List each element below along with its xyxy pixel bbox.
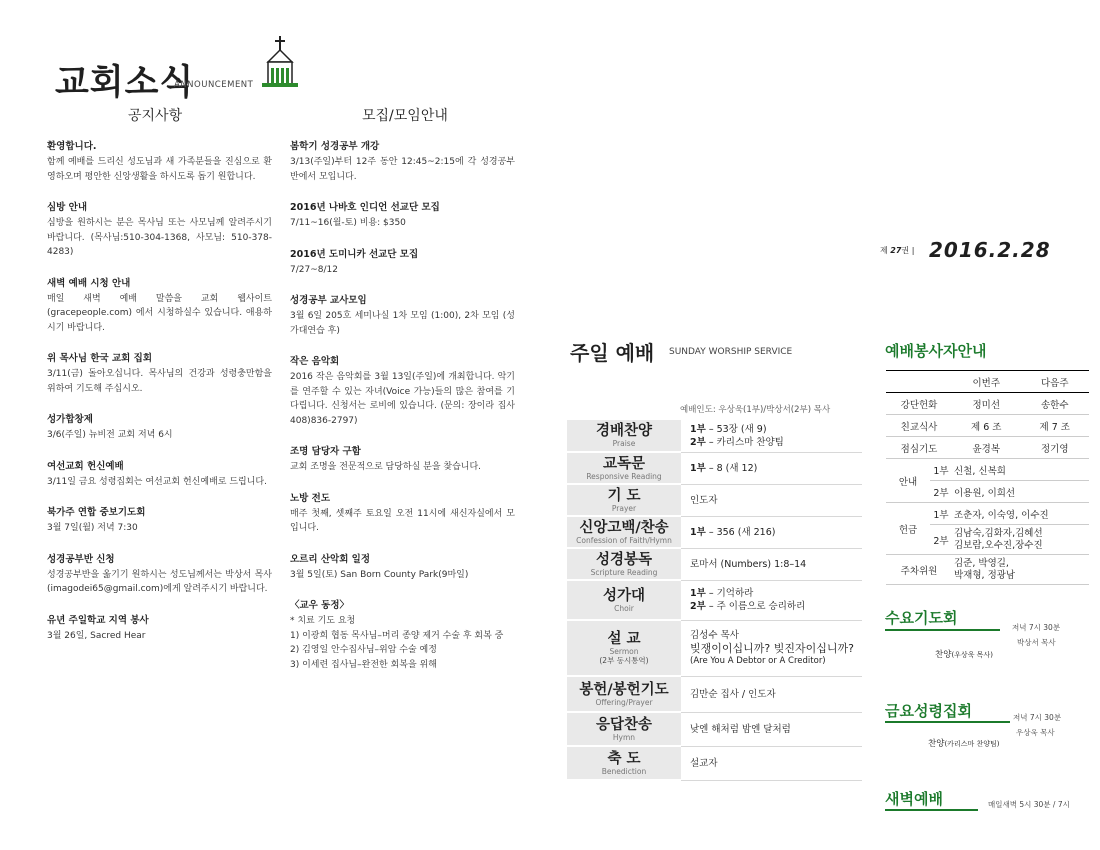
notice-item — [47, 275, 272, 336]
notice-body: 3/11(금) 돌아오십니다. 목사님의 건강과 성령충만함을 위하여 기도해 주십시오. — [47, 369, 272, 394]
wednesday-prayer-title: 수요기도회 — [885, 609, 958, 627]
recruit-item — [290, 353, 515, 428]
praise-team: (카리스마 찬양팀) — [944, 740, 1000, 748]
worship-detail-line: – 356 (새 216) — [705, 526, 776, 538]
title-underline — [885, 629, 1000, 631]
worship-title: 주일 예배 — [570, 341, 655, 365]
service-label: 1부 — [690, 462, 706, 474]
notice-body: 성경공부반을 옮기기 원하시는 성도님께서는 박상서 목사(imagodei65@gmail.com)에게 알려주시기 바랍니다. — [47, 569, 272, 594]
volunteer-next-week: 정기영 — [1021, 437, 1090, 459]
service-label: 2부 — [690, 436, 706, 448]
recruit-title: 봄학기 성경공부 개강 — [290, 141, 380, 152]
interpretation-note: (2부 동시통역) — [599, 656, 649, 665]
worship-order-table — [567, 420, 862, 781]
notice-item — [47, 612, 272, 644]
worship-item — [567, 452, 681, 484]
volunteer-row — [886, 437, 1089, 459]
worship-row — [567, 420, 862, 452]
worship-item — [567, 548, 681, 580]
parking-row — [886, 555, 1089, 585]
worship-item-ko: 신앙고백/찬송 — [579, 519, 669, 536]
worship-item-ko: 성경봉독 — [595, 551, 653, 568]
notice-title: 새벽 예배 시청 안내 — [47, 277, 131, 289]
worship-item-ko: 봉헌/봉헌기도 — [579, 681, 669, 698]
dawn-worship-title: 새벽예배 — [885, 790, 943, 808]
volunteer-names: 신철, 신복희 — [952, 459, 1089, 481]
worship-row — [567, 548, 862, 580]
service-label: 2부 — [690, 601, 706, 612]
worship-detail — [681, 452, 862, 484]
notice-body: 3월 7일(월) 저녁 7:30 — [47, 523, 138, 533]
recruit-body: 2016 작은 음악회를 3월 13일(주일)에 개최합니다. 악기를 연주할 수 있는 자녀(Voice 가능)들의 많은 참여를 기다립니다. 신청서는 로비에 있습니다. (문의: 장이라 집사 408)836-2797) — [290, 372, 515, 426]
names-line: 김보람,오수진,장수진 — [954, 539, 1043, 551]
worship-row — [567, 580, 862, 620]
worship-title-en: SUNDAY WORSHIP SERVICE — [669, 347, 793, 357]
volunteer-this-week: 제 6 조 — [952, 415, 1021, 437]
notice-item — [47, 138, 272, 184]
worship-item — [567, 484, 681, 516]
recruit-title: 2016년 나바호 인디언 선교단 모집 — [290, 202, 440, 213]
recruit-title: 작은 음악회 — [290, 356, 340, 367]
worship-leader: 예배인도: 우상욱(1부)/박상서(2부) 목사 — [680, 405, 831, 415]
recruit-title: 노방 전도 — [290, 492, 331, 504]
worship-row — [567, 516, 862, 548]
volunteer-role: 주차위원 — [886, 555, 952, 585]
recruit-item — [290, 443, 515, 475]
recruit-title: 성경공부 교사모임 — [290, 295, 367, 306]
notice-item — [47, 199, 272, 260]
worship-item-ko: 교독문 — [602, 455, 646, 472]
worship-item — [567, 712, 681, 746]
worship-item-en: Hymn — [612, 732, 636, 742]
notice-title: 환영합니다. — [47, 141, 97, 152]
worship-item-ko: 경배찬양 — [595, 423, 653, 439]
recruit-body: 매주 첫째, 셋째주 토요일 오전 11시에 새신자실에서 모입니다. — [290, 508, 515, 533]
meeting-time: 저녁 7시 30분 — [1012, 623, 1061, 632]
worship-detail: 낮엔 해처럼 밤엔 달처럼 — [681, 712, 862, 746]
service-label: 1부 — [930, 459, 952, 481]
worship-item — [567, 580, 681, 620]
service-label: 1부 — [690, 526, 706, 538]
worship-item-ko: 응답찬송 — [595, 716, 653, 733]
volunteer-names: 조춘자, 이숙영, 이수진 — [952, 503, 1089, 525]
next-week-header: 다음주 — [1021, 371, 1090, 393]
praise-label: 찬양 — [935, 650, 952, 660]
recruit-body: * 치료 기도 요청 1) 이광희 협동 목사님–머리 종양 제거 수술 후 회복 중 2) 김영일 안수집사님–위암 수술 예정 3) 이세련 집사님–완전한 회복을 위해 — [290, 616, 504, 670]
recruit-title: 오르리 산악회 일정 — [290, 553, 371, 565]
volunteers-title: 예배봉사자안내 — [885, 342, 987, 360]
notice-body: 심방을 원하시는 분은 목사님 또는 사모님께 알려주시기 바랍니다. (목사님:510-304-1368, 사모님: 510-378-4283) — [47, 218, 272, 257]
notice-item — [47, 458, 272, 490]
worship-item-en: Responsive Reading — [586, 471, 662, 481]
names-line: 김준, 박영길, — [954, 557, 1009, 569]
notices-column — [47, 138, 272, 658]
worship-item — [567, 620, 681, 676]
issue-date: 2016.2.28 — [929, 238, 1051, 262]
worship-item-en: Scripture Reading — [590, 567, 658, 577]
volunteer-role: 친교식사 — [886, 415, 952, 437]
offering-row — [886, 503, 1089, 525]
recruit-body: 3월 5일(토) San Born County Park(9마일) — [290, 569, 469, 580]
recruit-body: 3/13(주일)부터 12주 동안 12:45~2:15에 각 성경공부반에서 모입니다. — [290, 157, 515, 182]
worship-item-en: Praise — [612, 439, 636, 448]
recruits-column — [290, 138, 515, 687]
service-label: 2부 — [930, 525, 952, 555]
volunteer-next-week: 송한수 — [1021, 393, 1090, 415]
volunteer-row — [886, 415, 1089, 437]
service-label: 1부 — [930, 503, 952, 525]
volunteers-table — [886, 370, 1089, 585]
meeting-leader: 박상서 목사 — [1017, 638, 1056, 647]
worship-item-ko: 설 교 — [607, 631, 641, 647]
worship-item-ko: 축 도 — [607, 750, 641, 767]
notice-title: 여선교회 헌신예배 — [47, 460, 124, 472]
notice-item — [47, 350, 272, 396]
notice-body: 3/11일 금요 성령집회는 여선교회 헌신예배로 드립니다. — [47, 476, 267, 487]
worship-detail: 김만순 집사 / 인도자 — [681, 676, 862, 712]
notice-body: 3월 26일, Sacred Hear — [47, 630, 146, 641]
worship-item — [567, 676, 681, 712]
recruit-body: 7/11~16(월-토) 비용: $350 — [290, 218, 406, 228]
volunteer-this-week: 윤경복 — [952, 437, 1021, 459]
notice-title: 성경공부반 신청 — [47, 553, 115, 565]
recruits-heading: 모집/모임안내 — [362, 108, 448, 124]
volunteer-names: 이용원, 이희선 — [952, 481, 1089, 503]
volunteer-names — [952, 525, 1089, 555]
recruit-item — [290, 551, 515, 583]
sermon-title-en: (Are You A Debtor or A Creditor) — [690, 655, 826, 666]
worship-item-en: Prayer — [611, 503, 637, 513]
notice-item — [47, 551, 272, 597]
volunteers-header-row — [886, 371, 1089, 393]
volume-number: 27 — [890, 246, 902, 255]
worship-item — [567, 420, 681, 452]
notice-body: 매일 새벽 예배 말씀을 교회 웹사이트(gracepeople.com) 에서 시청하실수 있습니다. 애용하시기 바랍니다. — [47, 293, 272, 333]
worship-detail — [681, 580, 862, 620]
worship-item-ko: 성가대 — [602, 587, 646, 604]
volunteer-role: 강단헌화 — [886, 393, 952, 415]
church-icon — [260, 36, 300, 88]
meeting-leader: 우상욱 목사 — [1016, 728, 1055, 737]
worship-item-en: Benediction — [601, 766, 647, 776]
recruit-body: 교회 조명을 전문적으로 담당하실 분을 찾습니다. — [290, 462, 482, 472]
notice-body: 3/6(주일) 뉴비전 교회 저녁 6시 — [47, 430, 173, 440]
meeting-praise — [928, 737, 999, 749]
page-title: 교회소식 — [55, 63, 195, 103]
worship-detail — [681, 420, 862, 452]
worship-row — [567, 452, 862, 484]
worship-row-sermon — [567, 620, 862, 676]
service-label: 2부 — [930, 481, 952, 503]
title-underline — [885, 721, 1010, 723]
worship-detail — [681, 516, 862, 548]
recruit-item — [290, 199, 515, 231]
volunteer-role: 안내 — [886, 459, 930, 503]
recruit-item — [290, 597, 515, 672]
worship-item — [567, 516, 681, 548]
volume-prefix: 제 — [880, 246, 888, 255]
notice-title: 유년 주일학교 지역 봉사 — [47, 614, 149, 626]
worship-detail-line: – 8 (새 12) — [705, 462, 758, 474]
recruit-item — [290, 490, 515, 536]
service-label: 1부 — [690, 423, 706, 435]
volunteer-role: 점심기도 — [886, 437, 952, 459]
volume-suffix: 권 — [901, 246, 910, 255]
names-line: 김남숙,김화자,김혜선 — [954, 527, 1043, 539]
this-week-header: 이번주 — [952, 371, 1021, 393]
worship-detail-line: – 기억하라 — [705, 588, 754, 599]
recruit-body: 7/27~8/12 — [290, 264, 338, 275]
notice-item — [47, 504, 272, 536]
empty-cell — [886, 371, 952, 393]
worship-detail-line: – 카리스마 찬양팀 — [705, 436, 784, 448]
notice-title: 북가주 연합 중보기도회 — [47, 507, 146, 518]
notice-body: 함께 예배를 드리신 성도님과 새 가족분들을 진심으로 환영하오며 평안한 신앙생활을 하시도록 돕기 원합니다. — [47, 157, 272, 182]
meeting-time: 매일새벽 5시 30분 / 7시 — [988, 800, 1070, 809]
praise-label: 찬양 — [928, 739, 945, 749]
friday-spirit-title: 금요성령집회 — [885, 702, 972, 720]
volunteer-next-week: 제 7 조 — [1021, 415, 1090, 437]
worship-row — [567, 746, 862, 780]
recruit-item — [290, 246, 515, 278]
worship-item-en: Offering/Prayer — [595, 697, 653, 707]
worship-item-en: Confession of Faith/Hymn — [576, 535, 672, 545]
recruit-title: 조명 담당자 구함 — [290, 446, 361, 457]
recruit-title: 〈교우 동정〉 — [290, 600, 350, 611]
worship-detail-line: – 53장 (새 9) — [705, 423, 767, 435]
page-title-en: ANNOUNCEMENT — [174, 80, 254, 90]
notices-heading: 공지사항 — [128, 108, 183, 124]
meeting-time: 저녁 7시 30분 — [1013, 713, 1062, 722]
worship-detail: 인도자 — [681, 484, 862, 516]
service-label: 1부 — [690, 588, 706, 599]
sermon-title: 빚쟁이이십니까? 빚진자이십니까? — [690, 641, 854, 655]
title-underline — [885, 809, 978, 811]
issue-volume: 제 27권 | — [880, 246, 915, 255]
sermon-detail — [681, 620, 862, 676]
worship-item-en: Sermon — [609, 647, 639, 656]
recruit-body: 3월 6일 205호 세미나실 1차 모임 (1:00), 2차 모임 (성가대연습 후) — [290, 311, 515, 336]
usher-row — [886, 459, 1089, 481]
preacher: 김성수 목사 — [690, 629, 739, 641]
worship-item-ko: 기 도 — [607, 487, 641, 504]
volunteer-this-week: 정미선 — [952, 393, 1021, 415]
praise-team: (우상욱 목사) — [951, 651, 993, 659]
worship-row — [567, 484, 862, 516]
recruit-title: 2016년 도미니카 선교단 모집 — [290, 248, 419, 260]
worship-item — [567, 746, 681, 780]
notice-title: 위 목사님 한국 교회 집회 — [47, 353, 152, 364]
worship-detail-line: – 주 이름으로 승리하리 — [705, 601, 806, 612]
volunteer-row — [886, 393, 1089, 415]
notice-item — [47, 411, 272, 443]
worship-item-en: Choir — [614, 603, 634, 613]
recruit-item — [290, 292, 515, 338]
volunteer-role: 헌금 — [886, 503, 930, 555]
names-line: 박재형, 정광남 — [954, 569, 1016, 581]
notice-title: 심방 안내 — [47, 202, 88, 213]
notice-title: 성가합창제 — [47, 414, 93, 425]
worship-detail: 로마서 (Numbers) 1:8–14 — [681, 548, 862, 580]
meeting-praise — [935, 648, 993, 660]
worship-detail: 설교자 — [681, 746, 862, 780]
recruit-item — [290, 138, 515, 184]
worship-row — [567, 712, 862, 746]
worship-row — [567, 676, 862, 712]
volunteer-names — [952, 555, 1089, 585]
